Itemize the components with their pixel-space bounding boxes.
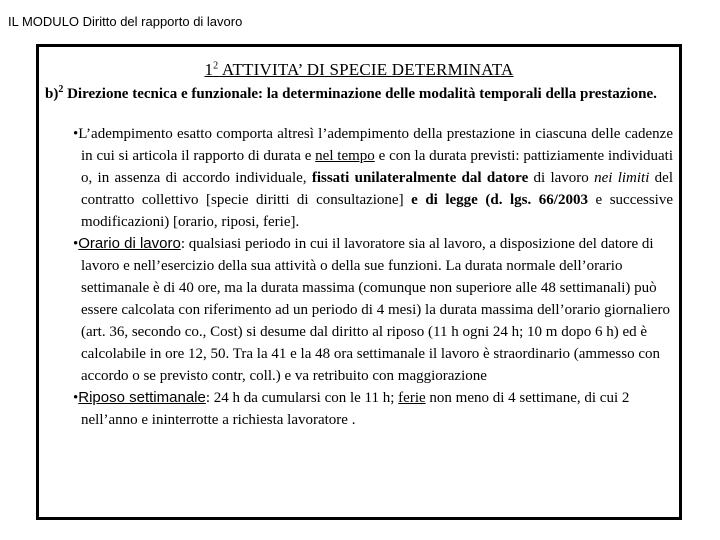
slide-body bbox=[73, 123, 674, 431]
para3-riposo-label: Riposo settimanale bbox=[78, 389, 206, 406]
heading-text: Direzione tecnica e funzionale: la determinazione delle modalità temporali della prestazione. bbox=[63, 86, 657, 102]
heading-superscript: 2 bbox=[58, 84, 64, 95]
para1-nel-tempo: nel tempo bbox=[315, 148, 375, 164]
bullet-paragraph-orario bbox=[73, 233, 673, 387]
para2-orario-label: Orario di lavoro bbox=[78, 235, 181, 252]
slide-frame bbox=[36, 44, 682, 520]
section-heading bbox=[45, 79, 673, 105]
heading-prefix: b) bbox=[45, 86, 59, 102]
para1-text-3: e con la durata previsti: pattiziamente individuati o, in assenza di accordo individuale, bbox=[81, 148, 673, 186]
slide-title-text: ATTIVITA’ DI SPECIE DETERMINATA bbox=[218, 59, 514, 79]
para1-text-7: del contratto collettivo [specie diritti di consultazione] bbox=[81, 170, 674, 208]
slide-title-superscript: 2 bbox=[213, 60, 219, 71]
para1-fissati-unilateralmente: fissati unilateralmente dal datore bbox=[311, 170, 529, 186]
para1-text-5: di lavoro bbox=[528, 170, 595, 186]
document-header-title: IL MODULO Diritto del rapporto di lavoro bbox=[8, 14, 243, 29]
bullet-icon: • bbox=[73, 236, 79, 252]
para3-text-3: non meno di 4 settimane, di cui 2 nell’anno e ininterrotte a richiesta lavoratore . bbox=[81, 390, 630, 428]
slide-title-number: 1 bbox=[204, 59, 214, 79]
bullet-icon: • bbox=[73, 126, 79, 142]
para1-nei-limiti: nei limiti bbox=[594, 170, 650, 186]
para2-text: : qualsiasi periodo in cui il lavoratore sia al lavoro, a disposizione del datore di lavoro e nell’esercizio della sua attività o della sue funzioni. La durata normale dell’orario settimanale è di 40 ore, ma la durata massima (comunque non superiore alle 48 settimanali) può essere calcolata con riferimento ad un periodo di 4 mesi) la durata massima dell’orario giornaliero (art. 36, secondo co., Cost) si desume dal diritto al riposo (11 h ogni 24 h; 10 m dopo 6 h) ed è calcolabile in ore 12, 50. Tra la 41 e la 48 ora settimanale il lavoro è straordinario (ammesso con accordo o se previsto contr, coll.) e va retribuito con maggiorazione bbox=[81, 236, 670, 384]
para1-text-1: L’adempimento esatto comporta altresì l’adempimento della prestazione in ciascuna delle cadenze in cui si articola il rapporto di durata e bbox=[78, 126, 673, 164]
para1-text-9: e successive modificazioni) [orario, riposi, ferie]. bbox=[81, 192, 674, 230]
slide-title bbox=[39, 56, 679, 80]
bullet-icon: • bbox=[73, 390, 79, 406]
para1-legge-reference: e di legge (d. lgs. 66/2003 bbox=[411, 192, 588, 208]
bullet-paragraph-riposo bbox=[73, 387, 673, 431]
para3-text-1: : 24 h da cumularsi con le 11 h; bbox=[205, 390, 399, 406]
bullet-paragraph-adempimento bbox=[73, 123, 674, 233]
para3-ferie: ferie bbox=[398, 390, 426, 406]
